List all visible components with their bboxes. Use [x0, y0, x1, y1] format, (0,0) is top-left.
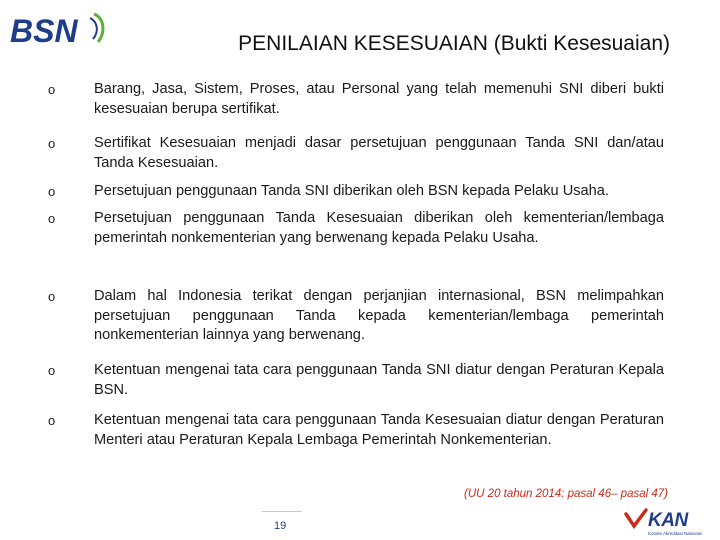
bsn-logo-arc — [94, 14, 103, 42]
list-item — [48, 182, 664, 209]
bullet-text: Persetujuan penggunaan Tanda Kesesuaian diberikan oleh kementerian/lembaga pemerintah nonkementerian yang berwenang kepada Pelaku Usaha. — [94, 210, 664, 246]
list-item — [48, 287, 664, 361]
bsn-logo — [8, 8, 108, 52]
list-item — [48, 80, 664, 134]
bullet-text: Persetujuan penggunaan Tanda SNI diberikan oleh BSN kepada Pelaku Usaha. — [94, 183, 609, 199]
bullet-marker: o — [48, 136, 56, 151]
list-item — [48, 209, 664, 287]
page-title: PENILAIAN KESESUAIAN (Bukti Kesesuaian) — [238, 32, 670, 55]
kan-logo-subtitle: Komite Akreditasi Nasional — [648, 531, 702, 536]
list-item — [48, 361, 664, 411]
bullet-text: Ketentuan mengenai tata cara penggunaan Tanda SNI diatur dengan Peraturan Kepala BSN. — [94, 362, 664, 398]
bullet-text: Dalam hal Indonesia terikat dengan perjanjian internasional, BSN melimpahkan persetujuan penggunaan Tanda kepada kementerian/lembaga pemerintah nonkementerian lainnya yang berwenang. — [94, 288, 664, 343]
bullet-list — [48, 80, 664, 475]
bullet-marker: o — [48, 184, 56, 199]
bullet-marker: o — [48, 413, 56, 428]
bsn-logo-arc-inner — [90, 18, 97, 39]
legal-citation: (UU 20 tahun 2014: pasal 46– pasal 47) — [464, 488, 668, 500]
bullet-marker: o — [48, 211, 56, 226]
bullet-marker: o — [48, 289, 56, 304]
page-number-divider — [262, 511, 302, 512]
kan-check-icon — [626, 510, 646, 526]
bullet-text: Barang, Jasa, Sistem, Proses, atau Personal yang telah memenuhi SNI diberi bukti kesesuaian berupa sertifikat. — [94, 81, 664, 117]
list-item — [48, 134, 664, 182]
list-item — [48, 411, 664, 475]
kan-logo-text: KAN — [648, 510, 688, 531]
bullet-marker: o — [48, 363, 56, 378]
bsn-logo-text: BSN — [10, 13, 78, 49]
bullet-text: Ketentuan mengenai tata cara penggunaan Tanda Kesesuaian diatur dengan Peraturan Menteri atau Peraturan Kepala Lembaga Pemerintah Nonkementerian. — [94, 412, 664, 448]
page-number: 19 — [274, 520, 287, 532]
bullet-text: Sertifikat Kesesuaian menjadi dasar persetujuan penggunaan Tanda SNI dan/atau Tanda Kesesuaian. — [94, 135, 664, 171]
bullet-marker: o — [48, 82, 56, 97]
